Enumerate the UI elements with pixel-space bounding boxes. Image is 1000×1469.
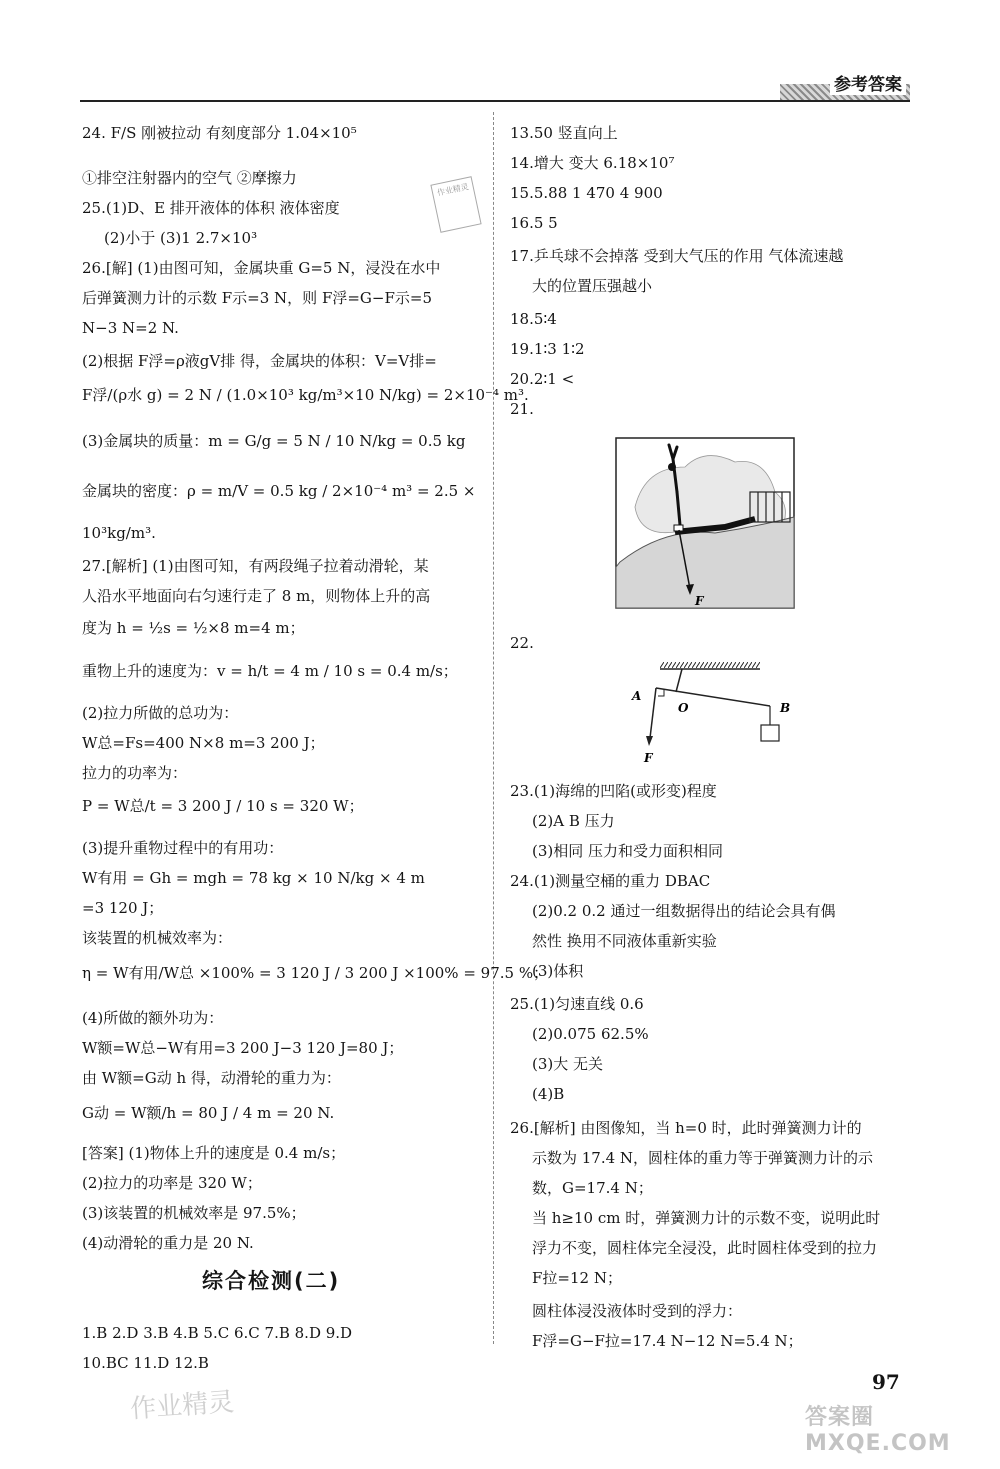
figure-22-force-label: F xyxy=(644,751,653,765)
figure-21-diver xyxy=(615,437,795,612)
right-line: 22. xyxy=(510,634,534,652)
figure-22-weight xyxy=(761,725,779,741)
right-line: 16.5 5 xyxy=(510,214,558,232)
left-line: (4)所做的额外功为： xyxy=(82,1009,224,1027)
right-line: 数，G=17.4 N； xyxy=(532,1179,653,1197)
bottom-stamp: 作业精灵 xyxy=(129,1387,236,1425)
right-line: (2)A B 压力 xyxy=(532,812,615,830)
column-divider xyxy=(493,112,494,1344)
left-line: 26.[解] (1)由图可知，金属块重 G=5 N，浸没在水中 xyxy=(82,259,441,277)
left-line: (2)拉力所做的总功为： xyxy=(82,704,239,722)
left-line: 24. F/S 刚被拉动 有刻度部分 1.04×10⁵ xyxy=(82,124,357,142)
left-line: (3)提升重物过程中的有用功： xyxy=(82,839,284,857)
left-line: G动 = W额/h = 80 J / 4 m = 20 N. xyxy=(82,1104,335,1122)
page-number: 97 xyxy=(872,1370,900,1394)
left-line: ①排空注射器内的空气 ②摩擦力 xyxy=(82,169,297,187)
right-line: 15.5.88 1 470 4 900 xyxy=(510,184,663,202)
figure-22-bar xyxy=(656,688,770,706)
figure-22-label-b: B xyxy=(780,701,791,715)
right-line: (3)相同 压力和受力面积相同 xyxy=(532,842,724,860)
left-line: (2)拉力的功率是 320 W； xyxy=(82,1174,262,1192)
right-line: (3)体积 xyxy=(532,962,584,980)
left-line: 度为 h = ½s = ½×8 m=4 m； xyxy=(82,619,305,637)
page-header xyxy=(80,70,910,102)
left-line: (4)动滑轮的重力是 20 N. xyxy=(82,1234,254,1252)
figure-22-support xyxy=(676,669,682,692)
figure-21-force-label: F xyxy=(695,594,704,608)
right-line: (2)0.2 0.2 通过一组数据得出的结论会具有偶 xyxy=(532,902,836,920)
left-line: 该装置的机械效率为： xyxy=(82,929,233,947)
left-line: 重物上升的速度为：v = h/t = 4 m / 10 s = 0.4 m/s； xyxy=(82,662,458,680)
right-line: (3)大 无关 xyxy=(532,1055,604,1073)
left-line: 1.B 2.D 3.B 4.B 5.C 6.C 7.B 8.D 9.D xyxy=(82,1324,353,1342)
right-line: (4)B xyxy=(532,1085,565,1103)
right-line: 浮力不变，圆柱体完全浸没，此时圆柱体受到的拉力 xyxy=(532,1239,878,1257)
right-line: 26.[解析] 由图像知，当 h=0 时，此时弹簧测力计的 xyxy=(510,1119,862,1137)
left-line: 拉力的功率为： xyxy=(82,764,188,782)
left-line: 金属块的密度：ρ = m/V = 0.5 kg / 2×10⁻⁴ m³ = 2.5 × xyxy=(82,482,476,500)
left-line: η = W有用/W总 ×100% = 3 120 J / 3 200 J ×100% = 97.5 %； xyxy=(82,964,549,982)
left-line: 10³kg/m³. xyxy=(82,524,156,542)
right-line: 23.(1)海绵的凹陷(或形变)程度 xyxy=(510,782,717,800)
right-line: 25.(1)匀速直线 0.6 xyxy=(510,995,644,1013)
left-line: (3)金属块的质量：m = G/g = 5 N / 10 N/kg = 0.5 kg xyxy=(82,432,466,450)
right-line: 13.50 竖直向上 xyxy=(510,124,618,142)
left-line: W有用 = Gh = mgh = 78 kg × 10 N/kg × 4 m xyxy=(82,869,425,887)
left-line: (2)根据 F浮=ρ液gV排 得，金属块的体积：V=V排= xyxy=(82,352,437,370)
right-line: 21. xyxy=(510,400,534,418)
left-line: W总=Fs=400 N×8 m=3 200 J； xyxy=(82,734,325,752)
figure-22-label-a: A xyxy=(632,689,642,703)
left-line: 后弹簧测力计的示数 F示=3 N，则 F浮=G−F示=5 xyxy=(82,289,432,307)
figure-22-lever xyxy=(620,650,800,770)
left-line: P = W总/t = 3 200 J / 10 s = 320 W； xyxy=(82,797,364,815)
right-line: 20.2∶1 < xyxy=(510,370,575,388)
figure-22-ceiling-hatch xyxy=(660,662,760,668)
left-line: (2)小于 (3)1 2.7×10³ xyxy=(104,229,258,247)
left-line: =3 120 J； xyxy=(82,899,164,917)
watermark: 答案圈 MXQE.COM xyxy=(805,1405,951,1456)
left-line: 25.(1)D、E 排开液体的体积 液体密度 xyxy=(82,199,340,217)
figure-21-head xyxy=(668,463,676,471)
right-line: F浮=G−F拉=17.4 N−12 N=5.4 N； xyxy=(532,1332,803,1350)
left-line: W额=W总−W有用=3 200 J−3 120 J=80 J； xyxy=(82,1039,404,1057)
section-title: 综合检测(二) xyxy=(202,1269,341,1293)
figure-22-force-arrow xyxy=(646,736,653,746)
left-line: [答案] (1)物体上升的速度是 0.4 m/s； xyxy=(82,1144,346,1162)
right-line: 18.5∶4 xyxy=(510,310,557,328)
right-line: 当 h≥10 cm 时，弹簧测力计的示数不变，说明此时 xyxy=(532,1209,881,1227)
left-line: F浮/(ρ水 g) = 2 N / (1.0×10³ kg/m³×10 N/kg) = 2×10⁻⁴ m³. xyxy=(82,386,529,404)
right-line: 19.1∶3 1∶2 xyxy=(510,340,585,358)
right-line: 圆柱体浸没液体时受到的浮力： xyxy=(532,1302,743,1320)
header-title: 参考答案 xyxy=(830,70,906,95)
left-line: N−3 N=2 N. xyxy=(82,319,179,337)
right-line: F拉=12 N； xyxy=(532,1269,622,1287)
left-line: (3)该装置的机械效率是 97.5%； xyxy=(82,1204,306,1222)
right-line: 24.(1)测量空桶的重力 DBAC xyxy=(510,872,711,890)
right-line: (2)0.075 62.5% xyxy=(532,1025,649,1043)
figure-22-right-angle xyxy=(658,690,664,696)
right-line: 示数为 17.4 N，圆柱体的重力等于弹簧测力计的示 xyxy=(532,1149,874,1167)
right-line: 然性 换用不同液体重新实验 xyxy=(532,932,717,950)
figure-22-label-o: O xyxy=(678,701,689,715)
figure-22-force-line xyxy=(650,688,656,738)
header-rule xyxy=(80,100,910,102)
right-line: 17.乒乓球不会掉落 受到大气压的作用 气体流速越 xyxy=(510,247,844,265)
left-line: 10.BC 11.D 12.B xyxy=(82,1354,209,1372)
left-line: 由 W额=G动 h 得，动滑轮的重力为： xyxy=(82,1069,341,1087)
left-line: 人沿水平地面向右匀速行走了 8 m，则物体上升的高 xyxy=(82,587,431,605)
right-line: 大的位置压强越小 xyxy=(532,277,653,295)
small-stamp: 作业精灵 xyxy=(430,176,481,233)
right-line: 14.增大 变大 6.18×10⁷ xyxy=(510,154,675,172)
left-line: 27.[解析] (1)由图可知，有两段绳子拉着动滑轮，某 xyxy=(82,557,429,575)
